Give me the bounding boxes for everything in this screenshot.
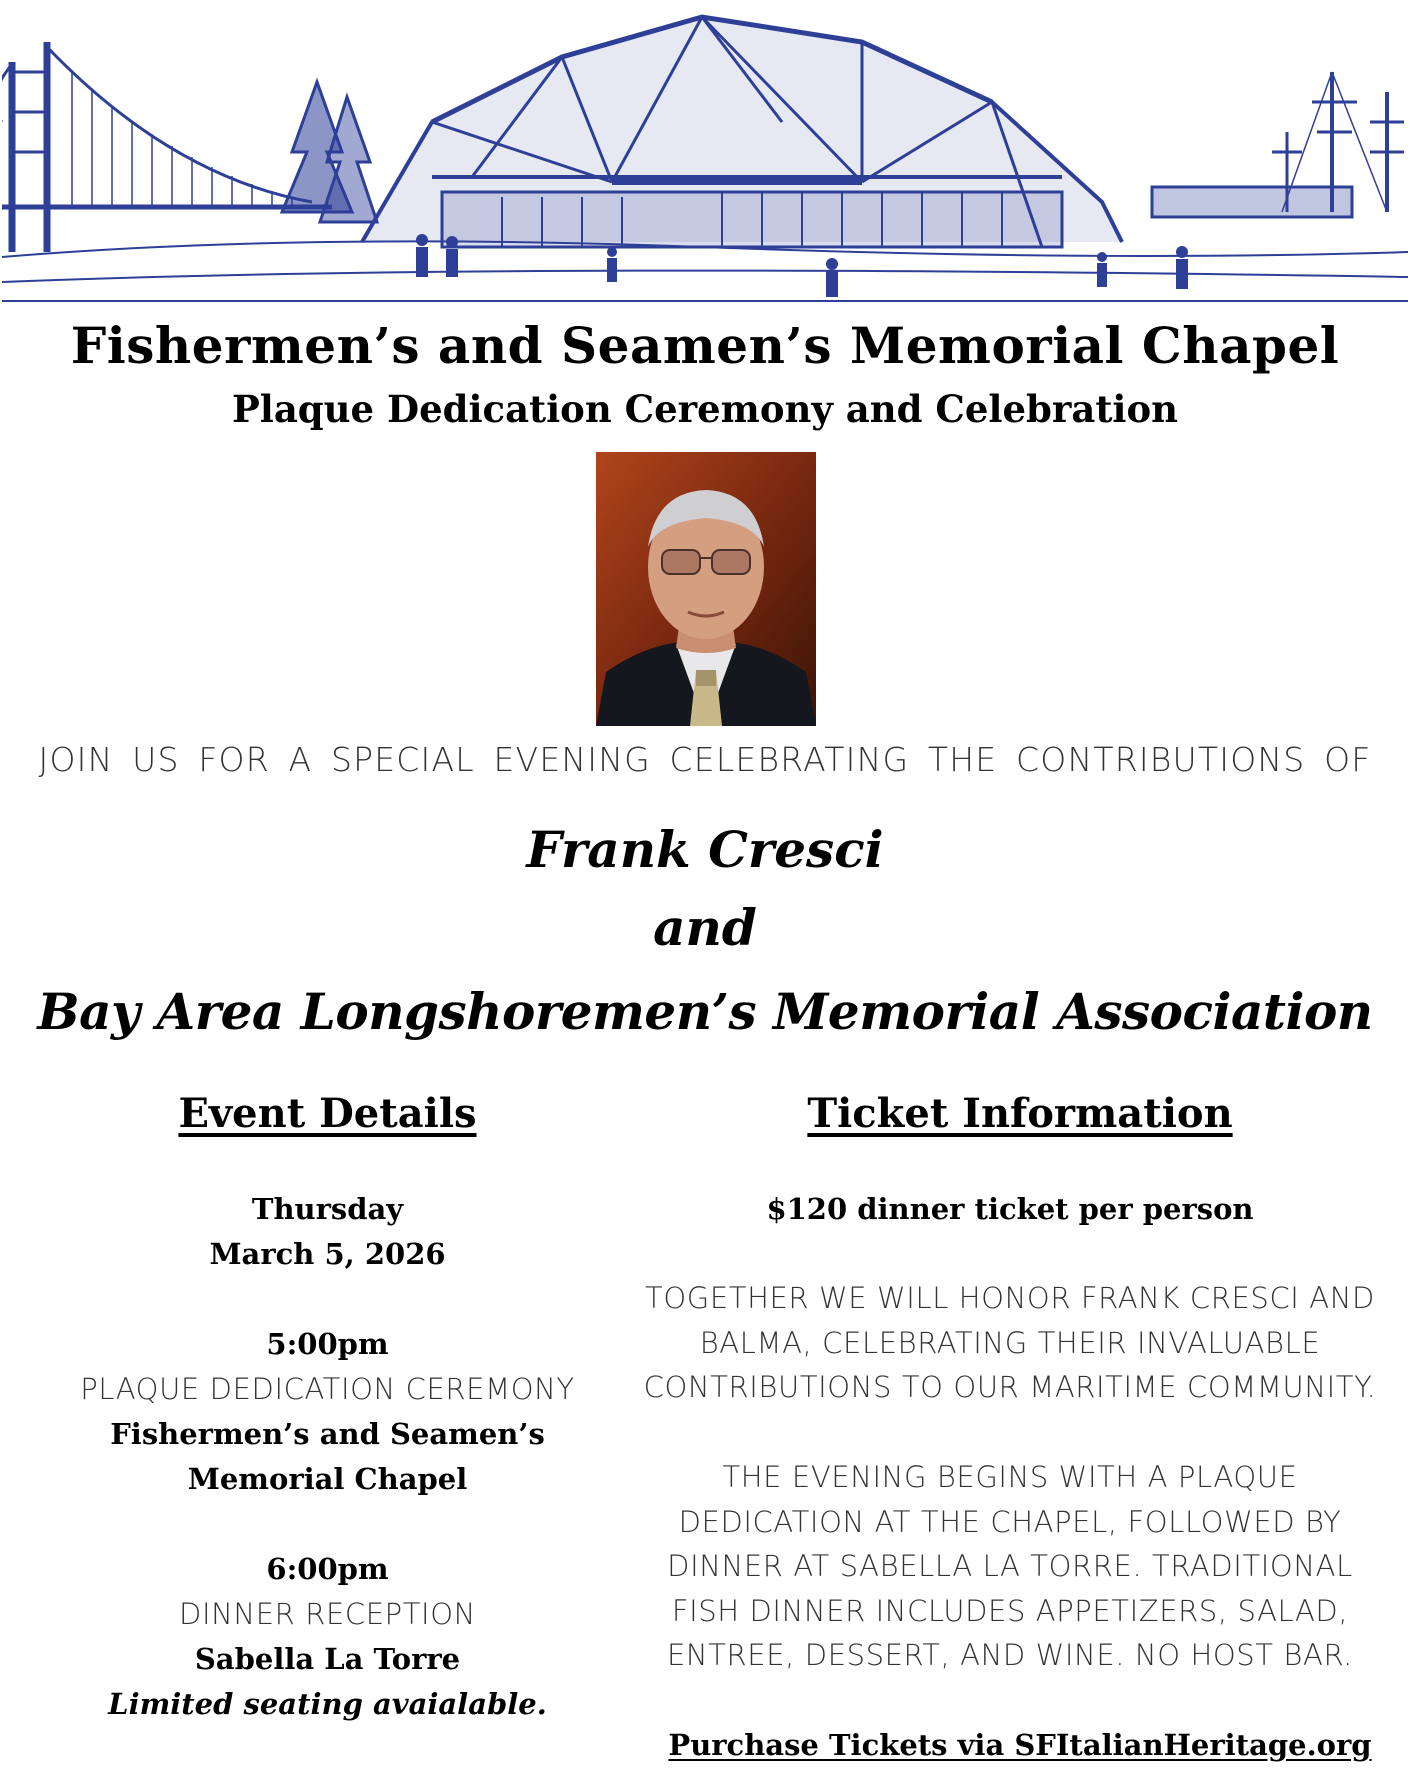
seating-note: Limited seating avaialable. [108, 1687, 547, 1721]
page-title: Fishermen’s and Seamen’s Memorial Chapel [70, 316, 1340, 375]
ceremony-activity: PLAQUE DEDICATION CEREMONY [80, 1372, 575, 1406]
chapel-banner-illustration [2, 2, 1408, 302]
ceremony-venue-line2: Memorial Chapel [187, 1462, 468, 1496]
honoree-conjunction: and [653, 898, 757, 957]
page-subtitle: Plaque Dedication Ceremony and Celebration [231, 387, 1179, 431]
chapel-banner-svg [2, 2, 1408, 302]
ticket-info-heading: Ticket Information [807, 1090, 1233, 1137]
purchase-tickets-link[interactable]: Purchase Tickets via SFItalianHeritage.org [668, 1728, 1372, 1762]
event-day: Thursday [251, 1192, 404, 1226]
honor-paragraph: TOGETHER WE WILL HONOR FRANK CRESCI AND BALMA, CELEBRATING THEIR INVALUABLE CONTRIBUTIONS TO OUR MARITIME COMMUNITY. [643, 1281, 1377, 1404]
ticket-price: $120 dinner ticket per person [766, 1192, 1254, 1226]
ceremony-time: 5:00pm [266, 1327, 389, 1361]
event-details-heading: Event Details [178, 1090, 477, 1137]
honoree-portrait-photo [596, 452, 816, 726]
dinner-activity: DINNER RECEPTION [179, 1597, 476, 1631]
invitation-line: JOIN US FOR A SPECIAL EVENING CELEBRATING THE CONTRIBUTIONS OF [38, 740, 1372, 779]
honoree-association: Bay Area Longshoremen’s Memorial Association [37, 982, 1373, 1041]
dinner-time: 6:00pm [266, 1552, 389, 1586]
event-date: March 5, 2026 [209, 1237, 446, 1271]
ceremony-venue-line1: Fishermen’s and Seamen’s [110, 1417, 545, 1451]
portrait-svg [596, 452, 816, 726]
dinner-venue: Sabella La Torre [194, 1642, 461, 1676]
evening-description-paragraph: THE EVENING BEGINS WITH A PLAQUE DEDICATION AT THE CHAPEL, FOLLOWED BY DINNER AT SABELLA LA TORRE. TRADITIONAL FISH DINNER INCLUDES APPETIZERS, SALAD, ENTREE, DESSERT, AND WINE. NO HOST BAR. [667, 1460, 1353, 1672]
honoree-name: Frank Cresci [526, 820, 884, 879]
